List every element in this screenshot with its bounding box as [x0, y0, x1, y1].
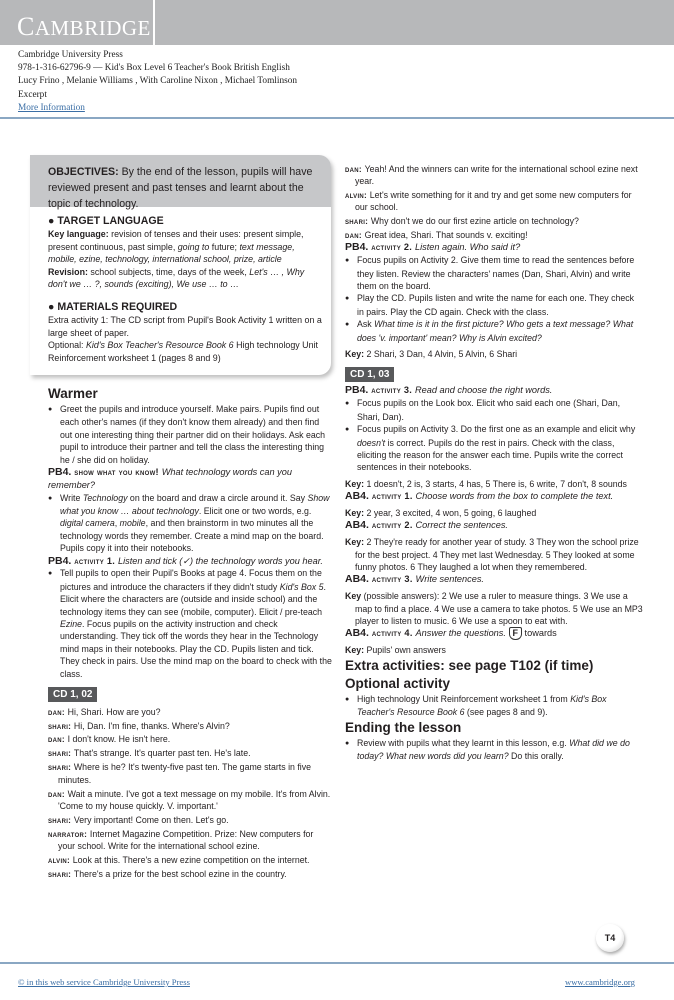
dialogue-line — [345, 163, 643, 188]
text-run: Key: — [345, 349, 365, 360]
dialogue-line — [48, 761, 332, 786]
activity-label: AB4. — [345, 627, 372, 640]
text-run: Very important! Come on then. Let's go. — [73, 814, 229, 825]
text-run: future; — [209, 241, 240, 252]
text-run: Key — [345, 591, 362, 602]
text-run: going to — [177, 241, 210, 252]
answer-key — [345, 590, 643, 627]
bullet-item — [345, 737, 643, 763]
objectives-text: By the end of the lesson, pupils will have reviewed present and past tenses and learnt about the topic of technology. — [48, 166, 313, 210]
publisher-banner — [0, 0, 674, 45]
book-metadata — [18, 49, 297, 115]
activity-label: PB4. — [48, 466, 75, 479]
dialogue-line — [48, 828, 332, 853]
text-run: Why don't we do our first ezine article on technology? — [370, 216, 579, 227]
text-run: That's strange. It's quarter past ten. He's late. — [73, 748, 251, 759]
objectives-paragraph — [48, 266, 323, 291]
text-run: , — [114, 518, 120, 529]
activity-heading — [345, 627, 643, 640]
speaker-label: shari: — [48, 720, 74, 731]
activity-label: AB4. — [345, 519, 372, 532]
text-run: Internet Magazine Competition. Prize: New computers for your school. Write for the international school ezine. — [58, 828, 314, 852]
activity-label: activity 1. — [74, 555, 118, 566]
activity-label: activity 2. — [371, 520, 416, 531]
dialogue-line — [48, 747, 332, 759]
text-run: Review with pupils what they learnt in this lesson, e.g. — [357, 737, 570, 748]
footer-divider — [0, 962, 674, 964]
text-run: . Focus pupils on the activity instruction and check understanding. They tick off the words they hear in the Technology mind maps in their notebooks. Play the CD. Pupils listen and tick. They check in pairs. Use the mind map on the board to check with the class. — [60, 619, 332, 679]
speaker-label: shari: — [48, 868, 74, 879]
activity-heading — [345, 241, 643, 254]
activity-label: AB4. — [345, 573, 372, 586]
section-heading — [48, 385, 332, 403]
text-run: Key: — [345, 507, 365, 518]
objectives-details — [30, 207, 331, 364]
cd-track-row — [48, 680, 332, 704]
activity-label: activity 3. — [371, 385, 415, 396]
cambridge-logo: CAMBRIDGE — [17, 12, 151, 41]
dialogue-line — [48, 733, 332, 745]
more-information-link[interactable]: More Information — [18, 102, 85, 113]
activity-heading — [48, 466, 332, 492]
activity-label: show what you know! — [74, 467, 162, 478]
text-run: 2 They're ready for another year of study. 3 They won the school prize for the best project. 4 They met last Wednesday. 5 They looked at some funny photos. 6 They laughed a lot when they remembered. — [355, 537, 639, 572]
answer-key — [345, 644, 643, 656]
speaker-label: dan: — [345, 230, 365, 241]
speaker-label: narrator: — [48, 828, 90, 839]
text-run: Write sentences. — [415, 574, 484, 585]
text-run: Yeah! And the winners can write for the international school ezine next year. — [355, 163, 638, 186]
text-run: Focus pupils on Activity 2. Give them time to read the sentences before they listen. Review the characters' names (Dan, Shari, Alvin) and write them on the board. — [357, 255, 635, 292]
objectives-label: OBJECTIVES: — [48, 166, 119, 178]
text-run: Revision: — [48, 266, 88, 277]
text-run: Listen again. Who said it? — [414, 242, 521, 253]
objectives-section-heading: ● MATERIALS REQUIRED — [48, 300, 178, 313]
activity-heading — [48, 555, 332, 568]
activity-label: PB4. — [345, 384, 372, 397]
text-run: Let's write something for it and try and get some new computers for our school. — [355, 189, 632, 213]
text-run: Extra activities: see page T102 (if time) — [345, 657, 594, 673]
speaker-label: shari: — [48, 748, 74, 759]
bullet-item — [345, 693, 643, 719]
speaker-label: dan: — [345, 163, 365, 174]
dialogue-line — [48, 720, 332, 732]
activity-label: activity 2. — [371, 242, 415, 253]
text-run: (possible answers): 2 We use a ruler to measure things. 3 We use a map to find a place. 4 We use a camera to take photos. 5 We use an MP3 player to listen to music. 6 We use a spoon to eat with. — [355, 591, 643, 626]
activity-label: AB4. — [345, 490, 372, 503]
objectives-summary — [30, 155, 331, 210]
text-run: Key: — [345, 537, 365, 548]
text-run: Great idea, Shari. That sounds v. exciting! — [364, 230, 528, 241]
text-run: revision of tenses and their uses: present simple, present continuous, past simple, — [48, 229, 304, 252]
text-run: 1 doesn't, 2 is, 3 starts, 4 has, 5 There is, 6 write, 7 don't, 8 sounds — [364, 478, 627, 489]
dialogue-line — [48, 814, 332, 826]
dialogue-line — [48, 788, 332, 813]
text-run: towards — [522, 628, 557, 639]
text-run: . Elicit where the characters are (outside and inside school) and the technology items they can see (mobile, computer). Elicit / pre-teach — [60, 581, 326, 617]
text-run: Warmer — [48, 386, 98, 401]
text-run: is correct. Pupils do the rest in pairs. Check with the class, eliciting the reason for the answer each time. Pupils write the correct sentences in their notebooks. — [357, 437, 623, 473]
text-run: Correct the sentences. — [415, 520, 508, 531]
section-heading — [345, 719, 643, 737]
speaker-label: shari: — [48, 814, 74, 825]
text-run: Tell pupils to open their Pupil's Books at page 4. Focus them on the pictures and introduce the characters if they didn't study — [60, 568, 322, 592]
bullet-item — [345, 318, 643, 344]
text-run: Ask — [357, 319, 375, 330]
objectives-paragraph — [48, 228, 323, 266]
bullet-item — [345, 423, 643, 474]
text-run: CD 1, 03 — [350, 369, 390, 381]
copyright-link[interactable]: © in this web service Cambridge University Press — [18, 977, 190, 987]
text-run: High technology Unit Reinforcement worksheet 1 (pages 8 and 9) — [48, 340, 318, 363]
text-run: Focus pupils on Activity 3. Do the first one as an example and elicit why — [357, 424, 636, 435]
speaker-label: dan: — [48, 734, 68, 745]
text-run: What time is it in the first picture? Who gets a text message? What does 'v. important' mean? Why is Alvin excited? — [357, 319, 634, 343]
text-run: Listen and tick (✓) the technology words you hear. — [117, 555, 323, 566]
section-heading — [345, 657, 643, 675]
text-run: Hi, Shari. How are you? — [67, 706, 161, 717]
text-run: Ezine — [60, 619, 83, 630]
publisher: Cambridge University Press — [18, 50, 123, 60]
header-divider — [0, 117, 674, 119]
text-run: Greet the pupils and introduce yourself. Make pairs. Pupils find out each other's names (if they don't know them already) and then find out one interesting thing their partner did on their holidays. Ask each pupil to introduce their partner and tell the class the interesting thing he / she did on holiday. — [60, 404, 326, 465]
left-column — [48, 385, 332, 880]
cd-track-badge — [345, 367, 394, 382]
text-run: Extra activity 1: The CD script from Pupil's Book Activity 1 written on a large sheet of paper. — [48, 314, 322, 338]
objectives-paragraph — [48, 339, 323, 364]
bullet-item — [345, 254, 643, 292]
speaker-label: dan: — [48, 788, 68, 799]
text-run: Kid's Box 5 — [279, 581, 324, 592]
text-run: , and then brainstorm in two minutes all the technology words they remember. Create a mind map on the board. Pupils copy it into their notebooks. — [60, 518, 324, 554]
text-run: High technology Unit Reinforcement worksheet 1 from — [357, 693, 571, 704]
activity-label: activity 3. — [371, 574, 416, 585]
speaker-label: shari: — [345, 216, 371, 227]
text-run: Pupils' own answers — [364, 645, 446, 656]
text-run: Write — [60, 492, 83, 503]
bullet-item — [48, 567, 332, 680]
text-run: Technology — [82, 492, 128, 503]
text-run: Play the CD. Pupils listen and write the name for each one. They check in pairs. Play the CD again. Check with the class. — [357, 293, 635, 317]
speaker-label: dan: — [48, 706, 68, 717]
bullet-item — [345, 292, 643, 318]
section-heading — [345, 675, 643, 693]
text-run: Do this orally. — [508, 750, 564, 761]
text-run: 2 year, 3 excited, 4 won, 5 going, 6 laughed — [364, 507, 537, 518]
authors: Lucy Frino , Melanie Williams , With Caroline Nixon , Michael Tomlinson — [18, 76, 298, 87]
banner-divider — [153, 0, 155, 45]
speaker-label: alvin: — [345, 189, 370, 200]
text-run: Wait a minute. I've got a text message on my mobile. It's from Alvin. 'Come to my house quickly. V. important.' — [58, 788, 331, 811]
text-run: Show what you know … about technology — [60, 492, 330, 517]
objectives-box — [30, 155, 331, 375]
right-column — [345, 161, 643, 762]
text-run: . Elicit one or two words, e.g. — [198, 506, 312, 517]
text-run: digital camera — [60, 518, 115, 529]
text-run: Where is he? It's twenty-five past ten. The game starts in five minutes. — [58, 762, 312, 785]
dialogue-line — [345, 229, 643, 241]
activity-heading — [345, 490, 643, 503]
activity-label: PB4. — [345, 241, 372, 254]
answer-key — [345, 536, 643, 573]
flyers-exam-icon: F — [509, 627, 523, 640]
text-run: Optional: — [48, 340, 86, 351]
dialogue-line — [48, 706, 332, 718]
activity-label: activity 4. — [371, 628, 416, 639]
website-link[interactable]: www.cambridge.org — [565, 977, 635, 987]
answer-key — [345, 348, 643, 360]
text-run: Answer the questions. — [415, 628, 509, 639]
text-run: What did we do today? What new words did you learn? — [357, 737, 630, 761]
activity-label: activity 1. — [371, 491, 416, 502]
dialogue-line — [48, 854, 332, 866]
activity-label: PB4. — [48, 554, 75, 567]
objectives-paragraph — [48, 314, 323, 339]
page-number-badge: T4 — [596, 924, 624, 952]
text-run: Key: — [345, 478, 365, 489]
dialogue-line — [48, 868, 332, 880]
text-run: (see pages 8 and 9). — [464, 707, 548, 718]
text-run: mobile — [119, 518, 146, 529]
text-run: on the board and draw a circle around it. Say — [127, 492, 308, 503]
text-run: Optional activity — [345, 675, 451, 691]
answer-key — [345, 507, 643, 519]
text-run: text message, mobile, ezine, technology, international school, prize, article — [48, 241, 295, 265]
bullet-item — [345, 397, 643, 423]
text-run: I don't know. He isn't here. — [67, 734, 171, 745]
text-run: What technology words can you remember? — [48, 467, 292, 490]
speaker-label: alvin: — [48, 855, 73, 866]
text-run: Ending the lesson — [345, 719, 462, 735]
speaker-label: shari: — [48, 762, 74, 773]
text-run: There's a prize for the best school ezine in the country. — [73, 868, 287, 879]
text-run: Look at this. There's a new ezine competition on the internet. — [72, 855, 310, 866]
activity-heading — [345, 573, 643, 586]
objectives-section-heading: ● TARGET LANGUAGE — [48, 215, 164, 227]
text-run: Choose words from the box to complete the text. — [415, 491, 614, 502]
text-run: Key: — [345, 645, 365, 656]
bullet-item — [48, 403, 332, 466]
text-run: Hi, Dan. I'm fine, thanks. Where's Alvin? — [73, 720, 230, 731]
activity-heading — [345, 519, 643, 532]
cd-track-badge — [48, 687, 97, 702]
text-run: 2 Shari, 3 Dan, 4 Alvin, 5 Alvin, 6 Shari — [364, 349, 518, 360]
isbn-title: 978-1-316-62796-9 — Kid's Box Level 6 Teacher's Book British English — [18, 63, 290, 74]
dialogue-line — [345, 215, 643, 227]
dialogue-line — [345, 189, 643, 214]
answer-key — [345, 478, 643, 490]
activity-heading — [345, 384, 643, 397]
text-run: Key language: — [48, 229, 109, 239]
cd-track-row — [345, 360, 643, 384]
text-run: Let's … , Why don't we … ?, sounds (exciting), We use … to … — [48, 266, 305, 290]
text-run: school subjects, time, days of the week, — [87, 266, 250, 277]
text-run: doesn't — [357, 437, 386, 448]
excerpt-label: Excerpt — [18, 89, 47, 100]
text-run: Kid's Box Teacher's Resource Book 6 — [357, 693, 607, 718]
text-run: Read and choose the right words. — [414, 385, 553, 396]
text-run: Kid's Box Teacher's Resource Book 6 — [86, 340, 234, 351]
text-run: Focus pupils on the Look box. Elicit who said each one (Shari, Dan, Shari, Dan). — [357, 398, 621, 422]
text-run: CD 1, 02 — [53, 689, 93, 701]
bullet-item — [48, 492, 332, 555]
